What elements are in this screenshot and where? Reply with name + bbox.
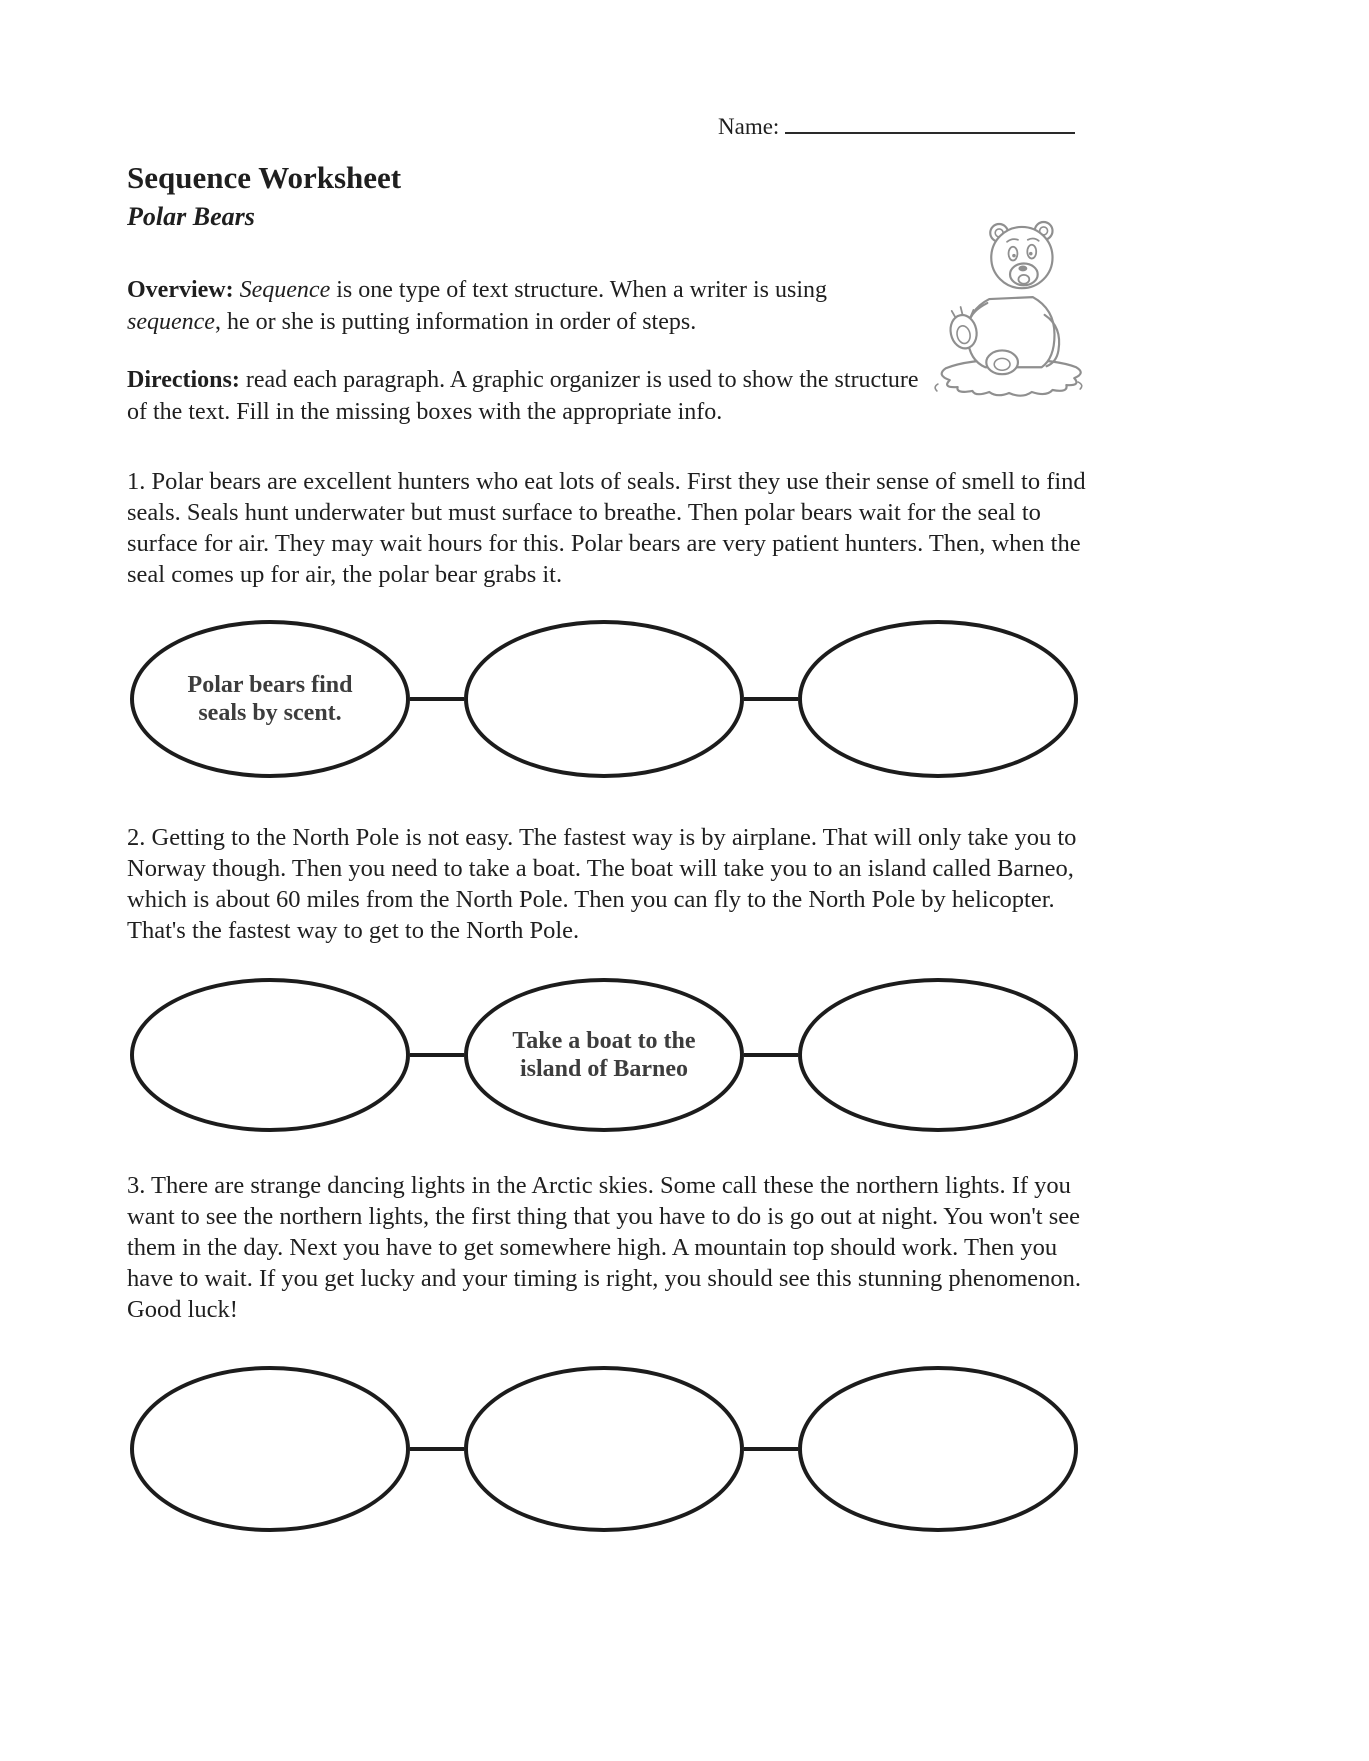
directions-text: read each paragraph. A graphic organizer is used to show the structure of the text. Fill in the missing boxes with the appropriate info. — [127, 367, 919, 425]
name-field — [718, 112, 1075, 140]
passage-paragraph-3: 3. There are strange dancing lights in the Arctic skies. Some call these the northern lights. If you want to see the northern lights, the first thing that you have to do is go out at night. You won't see them in the day. Next you have to get somewhere high. A mountain top should work. Then you have to wait. If you get lucky and your timing is right, you should see this stunning phenomenon. Good luck! — [127, 1172, 1082, 1323]
directions-paragraph — [127, 364, 932, 428]
connector-line — [744, 697, 798, 701]
overview-paragraph — [127, 274, 917, 338]
connector-line — [410, 1053, 464, 1057]
page-subtitle: Polar Bears — [127, 202, 255, 231]
passage-paragraph-2: 2. Getting to the North Pole is not easy. The fastest way is by airplane. That will only take you to Norway though. Then you need to take a boat. The boat will take you to an island called Barneo, which is about 60 miles from the North Pole. Then you can fly to the North Pole by helicopter. That's the fastest way to get to the North Pole. — [127, 824, 1077, 944]
sequence-oval-2-2: Take a boat to the island of Barneo — [464, 978, 744, 1132]
overview-term: Sequence — [239, 277, 331, 303]
sequence-oval-1-1: Polar bears find seals by scent. — [130, 620, 410, 778]
overview-label: Overview: — [127, 277, 234, 303]
passage-paragraph-1: 1. Polar bears are excellent hunters who eat lots of seals. First they use their sense of smell to find seals. Seals hunt underwater but must surface to breathe. Then polar bears wait for the seal to surface for air. They may wait hours for this. Polar bears are very patient hunters. Then, when the seal comes up for air, the polar bear grabs it. — [127, 468, 1086, 588]
sequence-organizer-1 — [130, 620, 1078, 778]
sequence-oval-3-2[interactable] — [464, 1366, 744, 1532]
connector-line — [410, 697, 464, 701]
overview-text-2: , he or she is putting information in order of steps. — [214, 309, 697, 335]
sequence-organizer-3 — [130, 1366, 1078, 1532]
connector-line — [744, 1447, 798, 1451]
name-blank-line[interactable] — [785, 112, 1075, 134]
sequence-oval-2-1[interactable] — [130, 978, 410, 1132]
page-title: Sequence Worksheet — [127, 160, 402, 195]
overview-term-2: sequence — [127, 309, 215, 335]
sequence-oval-2-3[interactable] — [798, 978, 1078, 1132]
sequence-oval-3-1[interactable] — [130, 1366, 410, 1532]
sequence-organizer-2 — [130, 978, 1078, 1132]
connector-line — [744, 1053, 798, 1057]
sequence-oval-1-2[interactable] — [464, 620, 744, 778]
overview-text: is one type of text structure. When a writer is using — [330, 277, 828, 303]
polar-bear-illustration-icon — [928, 212, 1096, 400]
connector-line — [410, 1447, 464, 1451]
sequence-oval-3-3[interactable] — [798, 1366, 1078, 1532]
directions-label: Directions: — [127, 367, 240, 393]
name-label: Name: — [718, 114, 780, 139]
sequence-oval-1-3[interactable] — [798, 620, 1078, 778]
